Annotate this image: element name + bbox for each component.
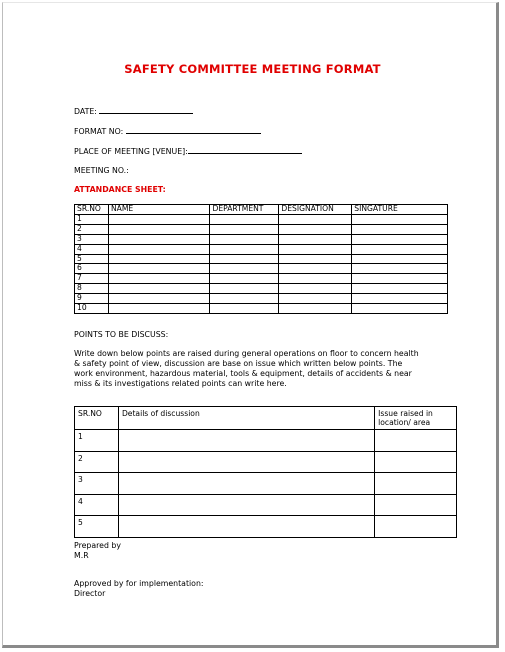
table-row [75,473,457,495]
format-no-field [74,126,261,136]
location-cell[interactable] [375,451,457,473]
location-cell[interactable] [375,516,457,538]
column-header: DESIGNATION [279,205,352,215]
row-number: 2 [75,224,109,234]
place-blank-line [188,146,302,154]
department-cell[interactable] [210,304,279,314]
table-row [75,244,448,254]
column-header: SR.NO [75,205,109,215]
column-header: SR.NO [75,407,119,430]
discussion-details-cell[interactable] [118,516,374,538]
attendance-header-row [75,205,448,215]
discussion-table [74,406,457,538]
place-field [74,146,302,156]
prepared-by-label: Prepared by [74,541,121,550]
department-cell[interactable] [210,214,279,224]
designation-cell[interactable] [279,224,352,234]
designation-cell[interactable] [279,274,352,284]
table-row [75,214,448,224]
department-cell[interactable] [210,284,279,294]
table-row [75,254,448,264]
approved-by-block [74,579,204,598]
discussion-details-cell[interactable] [118,494,374,516]
discussion-details-cell[interactable] [118,451,374,473]
date-label: DATE: [74,107,97,116]
date-blank-line [99,106,193,114]
row-number: 3 [75,473,119,495]
signature-cell[interactable] [352,304,448,314]
department-cell[interactable] [210,264,279,274]
name-cell[interactable] [108,264,210,274]
signature-cell[interactable] [352,234,448,244]
signature-cell[interactable] [352,274,448,284]
designation-cell[interactable] [279,254,352,264]
format-no-blank-line [126,126,261,134]
column-header: NAME [108,205,210,215]
table-row [75,451,457,473]
name-cell[interactable] [108,274,210,284]
designation-cell[interactable] [279,284,352,294]
department-cell[interactable] [210,294,279,304]
name-cell[interactable] [108,304,210,314]
column-header: Issue raised in location/ area [375,407,457,430]
table-row [75,224,448,234]
location-cell[interactable] [375,494,457,516]
discussion-header-row [75,407,457,430]
table-row [75,430,457,452]
document-title: SAFETY COMMITTEE MEETING FORMAT [124,62,381,76]
designation-cell[interactable] [279,294,352,304]
format-no-label: FORMAT NO: [74,127,124,136]
row-number: 9 [75,294,109,304]
date-field [74,106,193,116]
table-row [75,294,448,304]
location-cell[interactable] [375,430,457,452]
row-number: 1 [75,430,119,452]
designation-cell[interactable] [279,234,352,244]
designation-cell[interactable] [279,214,352,224]
points-paragraph: Write down below points are raised during general operations on floor to concern health & safety point of view, discussion are base on issue which written below points. The work environment, hazardous material, tools & equipment, details of accidents & near miss & its investigations related points can write here. [74,349,419,388]
row-number: 6 [75,264,109,274]
department-cell[interactable] [210,244,279,254]
table-row [75,264,448,274]
row-number: 3 [75,234,109,244]
signature-cell[interactable] [352,284,448,294]
department-cell[interactable] [210,254,279,264]
name-cell[interactable] [108,294,210,304]
name-cell[interactable] [108,284,210,294]
name-cell[interactable] [108,234,210,244]
name-cell[interactable] [108,224,210,234]
department-cell[interactable] [210,224,279,234]
attendance-table [74,204,448,314]
table-row [75,494,457,516]
signature-cell[interactable] [352,254,448,264]
attendance-heading: ATTANDANCE SHEET: [74,185,166,194]
signature-cell[interactable] [352,294,448,304]
row-number: 8 [75,284,109,294]
table-row [75,284,448,294]
row-number: 1 [75,214,109,224]
designation-cell[interactable] [279,304,352,314]
name-cell[interactable] [108,244,210,254]
discussion-details-cell[interactable] [118,430,374,452]
points-heading: POINTS TO BE DISCUSS: [74,330,169,339]
place-label: PLACE OF MEETING [VENUE]: [74,147,188,156]
department-cell[interactable] [210,234,279,244]
signature-cell[interactable] [352,214,448,224]
row-number: 2 [75,451,119,473]
signature-cell[interactable] [352,224,448,234]
prepared-by-value: M.R [74,550,89,560]
designation-cell[interactable] [279,244,352,254]
row-number: 5 [75,516,119,538]
approved-by-value: Director [74,588,106,598]
row-number: 5 [75,254,109,264]
meeting-no-label: MEETING NO.: [74,166,129,175]
table-row [75,234,448,244]
signature-cell[interactable] [352,244,448,254]
signature-cell[interactable] [352,264,448,274]
meeting-no-field [74,166,129,175]
location-cell[interactable] [375,473,457,495]
table-row [75,516,457,538]
row-number: 4 [75,494,119,516]
row-number: 7 [75,274,109,284]
table-row [75,274,448,284]
row-number: 4 [75,244,109,254]
column-header: SINGATURE [352,205,448,215]
table-row [75,304,448,314]
column-header: Details of discussion [118,407,374,430]
discussion-details-cell[interactable] [118,473,374,495]
department-cell[interactable] [210,274,279,284]
row-number: 10 [75,304,109,314]
column-header: DEPARTMENT [210,205,279,215]
name-cell[interactable] [108,214,210,224]
designation-cell[interactable] [279,264,352,274]
approved-by-label: Approved by for implementation: [74,579,204,588]
prepared-by-block [74,541,121,560]
name-cell[interactable] [108,254,210,264]
